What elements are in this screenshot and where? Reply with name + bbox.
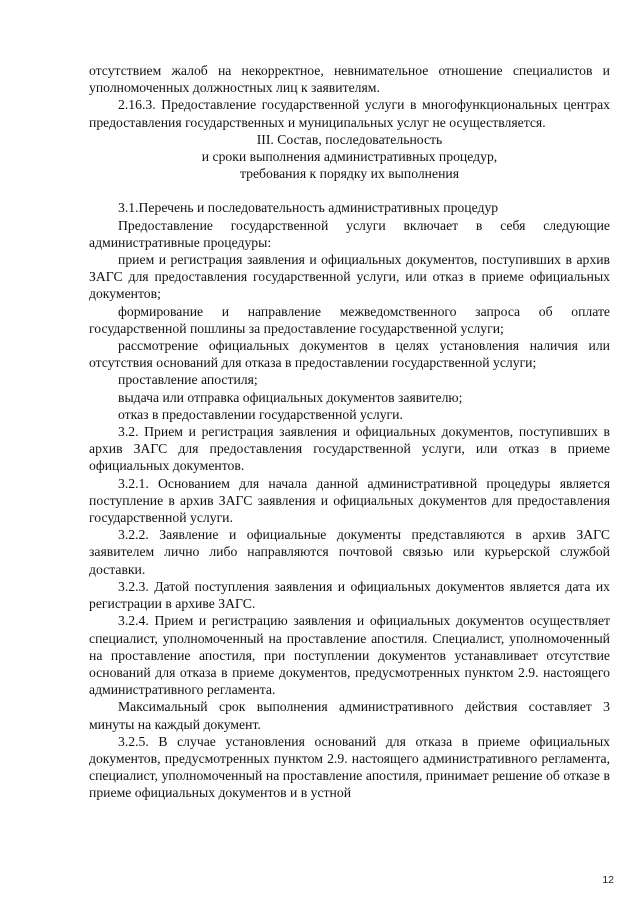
paragraph: Максимальный срок выполнения административного действия составляет 3 минуты на каждый документ. <box>89 699 610 732</box>
list-paragraph: отказ в предоставлении государственной услуги. <box>118 406 403 422</box>
section-heading-line: требования к порядку их выполнения <box>239 166 460 182</box>
blank-line <box>89 182 610 199</box>
paragraph: 3.1.Перечень и последовательность административных процедур <box>118 200 499 216</box>
paragraph: 3.2. Прием и регистрация заявления и официальных документов, поступивших в архив ЗАГС для предоставления государственной услуги, или отказ в приеме официальных документов. <box>89 424 610 474</box>
list-paragraph: формирование и направление межведомственного запроса об оплате государственной пошлины за предоставление государственной услуги; <box>89 303 610 336</box>
paragraph: 3.2.1. Основанием для начала данной административной процедуры является поступление в архив ЗАГС заявления и официальных документов для предоставления государственной услуги. <box>89 475 610 526</box>
list-paragraph: рассмотрение официальных документов в целях установления наличия или отсутствия оснований для отказа в предоставлении государственной услуги; <box>89 338 610 371</box>
page-number: 12 <box>602 874 614 886</box>
paragraph: 3.2.4. Прием и регистрацию заявления и официальных документов осуществляет специалист, уполномоченный на проставление апостиля. Специалист, уполномоченный на проставление апостиля, при поступлении документов устанавливает отсутствие оснований для отказа в приеме документов, предусмотренных пунктом 2.9. настоящего административного регламента. <box>89 613 610 698</box>
paragraph: 3.2.5. В случае установления оснований для отказа в приеме официальных документов, предусмотренных пунктом 2.9. настоящего административного регламента, специалист, уполномоченный на проставление апостиля, принимает решение об отказе в приеме официальных документов и в устной <box>89 733 610 801</box>
paragraph: 2.16.3. Предоставление государственной услуги в многофункциональных центрах предоставления государственных и муниципальных услуг не осуществляется. <box>89 97 610 130</box>
list-paragraph: проставление апостиля; <box>118 372 258 388</box>
list-paragraph: прием и регистрация заявления и официальных документов, поступивших в архив ЗАГС для предоставления государственной услуги, или отказ в приеме официальных документов; <box>89 252 610 302</box>
paragraph: Предоставление государственной услуги включает в себя следующие административные процедуры: <box>89 217 610 250</box>
section-heading-line: и сроки выполнения административных процедур, <box>201 149 498 165</box>
list-paragraph: выдача или отправка официальных документов заявителю; <box>118 389 463 405</box>
paragraph: отсутствием жалоб на некорректное, невнимательное отношение специалистов и уполномоченных должностных лиц к заявителям. <box>89 63 610 96</box>
document-page <box>89 62 610 802</box>
paragraph: 3.2.2. Заявление и официальные документы представляются в архив ЗАГС заявителем лично либо направляются почтовой связью или курьерской службой доставки. <box>89 527 610 577</box>
section-heading-line: III. Состав, последовательность <box>256 131 443 147</box>
paragraph: 3.2.3. Датой поступления заявления и официальных документов является дата их регистрации в архиве ЗАГС. <box>89 578 610 612</box>
